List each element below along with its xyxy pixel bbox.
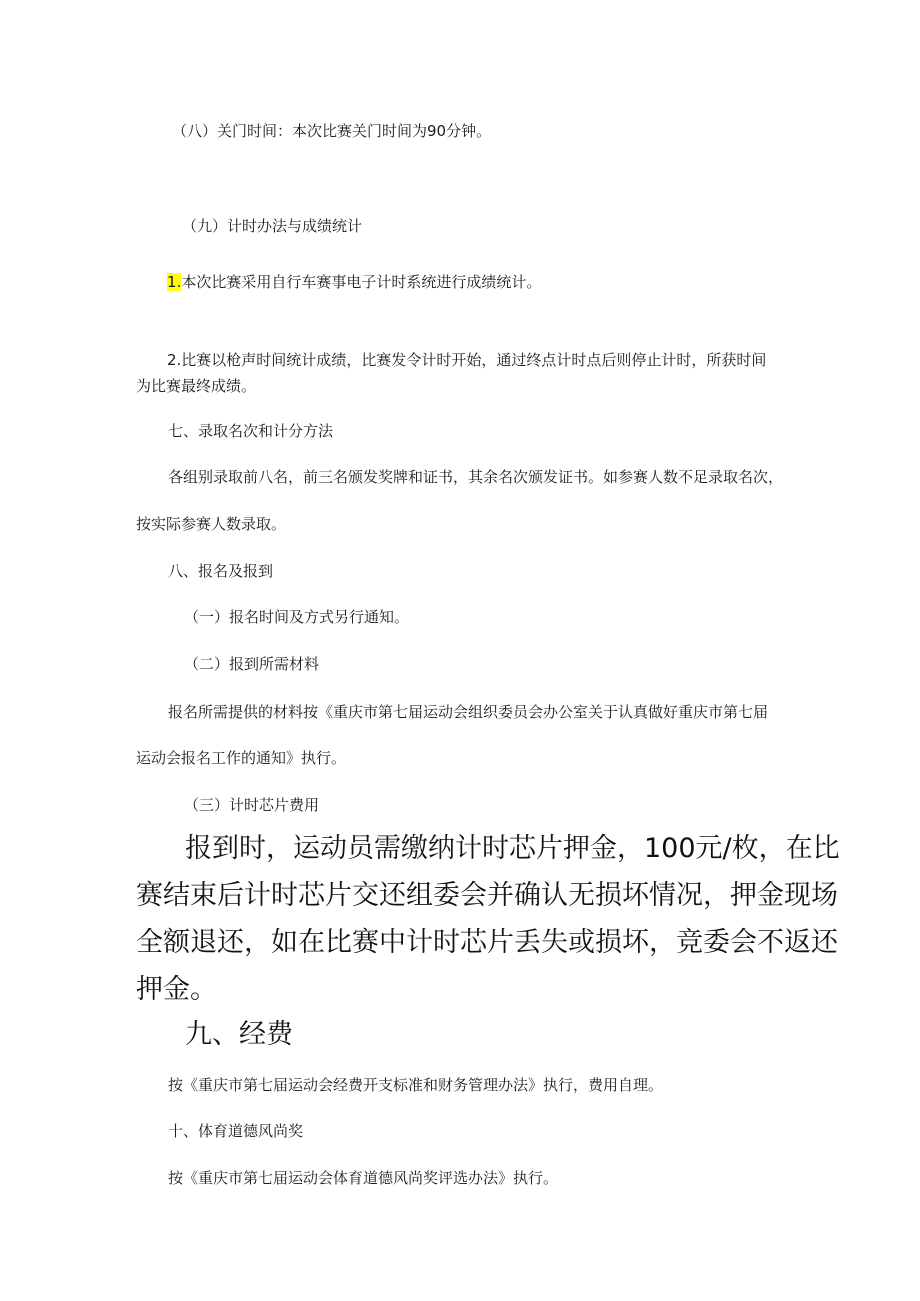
chip-deposit-line-2: 赛结束后计时芯片交还组委会并确认无损坏情况，押金现场 (136, 880, 838, 911)
heading-registration: 八、报名及报到 (168, 562, 274, 580)
timing-method-heading: （九）计时办法与成绩统计 (182, 217, 363, 235)
materials-line-2: 运动会报名工作的通知》执行。 (136, 749, 347, 767)
funding-text: 按《重庆市第七届运动会经费开支标准和财务管理办法》执行，费用自理。 (168, 1076, 664, 1094)
heading-sportsmanship-award: 十、体育道德风尚奖 (168, 1122, 304, 1140)
timing-item-1-text: 本次比赛采用自行车赛事电子计时系统进行成绩统计。 (181, 273, 542, 291)
registration-item-3: （三）计时芯片费用 (184, 796, 320, 814)
heading-funding: 九、经费 (185, 1019, 293, 1050)
heading-ranking-scoring: 七、录取名次和计分方法 (168, 422, 334, 440)
timing-item-1 (167, 272, 541, 292)
timing-item-2-line-1: 2.比赛以枪声时间统计成绩，比赛发令计时开始，通过终点计时点后则停止计时，所获时间 (167, 351, 767, 369)
chip-deposit-line-3: 全额退还，如在比赛中计时芯片丢失或损坏，竞委会不返还 (136, 927, 838, 958)
ranking-line-1: 各组别录取前八名，前三名颁发奖牌和证书，其余名次颁发证书。如参赛人数不足录取名次， (168, 468, 784, 486)
timing-item-2-line-2: 为比赛最终成绩。 (136, 377, 257, 395)
materials-line-1: 报名所需提供的材料按《重庆市第七届运动会组织委员会办公室关于认真做好重庆市第七届 (168, 703, 769, 721)
registration-item-1: （一）报名时间及方式另行通知。 (184, 608, 410, 626)
close-time-line: （八）关门时间：本次比赛关门时间为90分钟。 (172, 122, 492, 140)
ranking-line-2: 按实际参赛人数录取。 (136, 515, 287, 533)
chip-deposit-line-1: 报到时，运动员需缴纳计时芯片押金，100元/枚，在比 (185, 833, 840, 864)
highlighted-number: 1. (167, 273, 182, 291)
chip-deposit-line-4: 押金。 (136, 974, 217, 1005)
award-text: 按《重庆市第七届运动会体育道德风尚奖评选办法》执行。 (168, 1169, 559, 1187)
registration-item-2: （二）报到所需材料 (184, 655, 320, 673)
